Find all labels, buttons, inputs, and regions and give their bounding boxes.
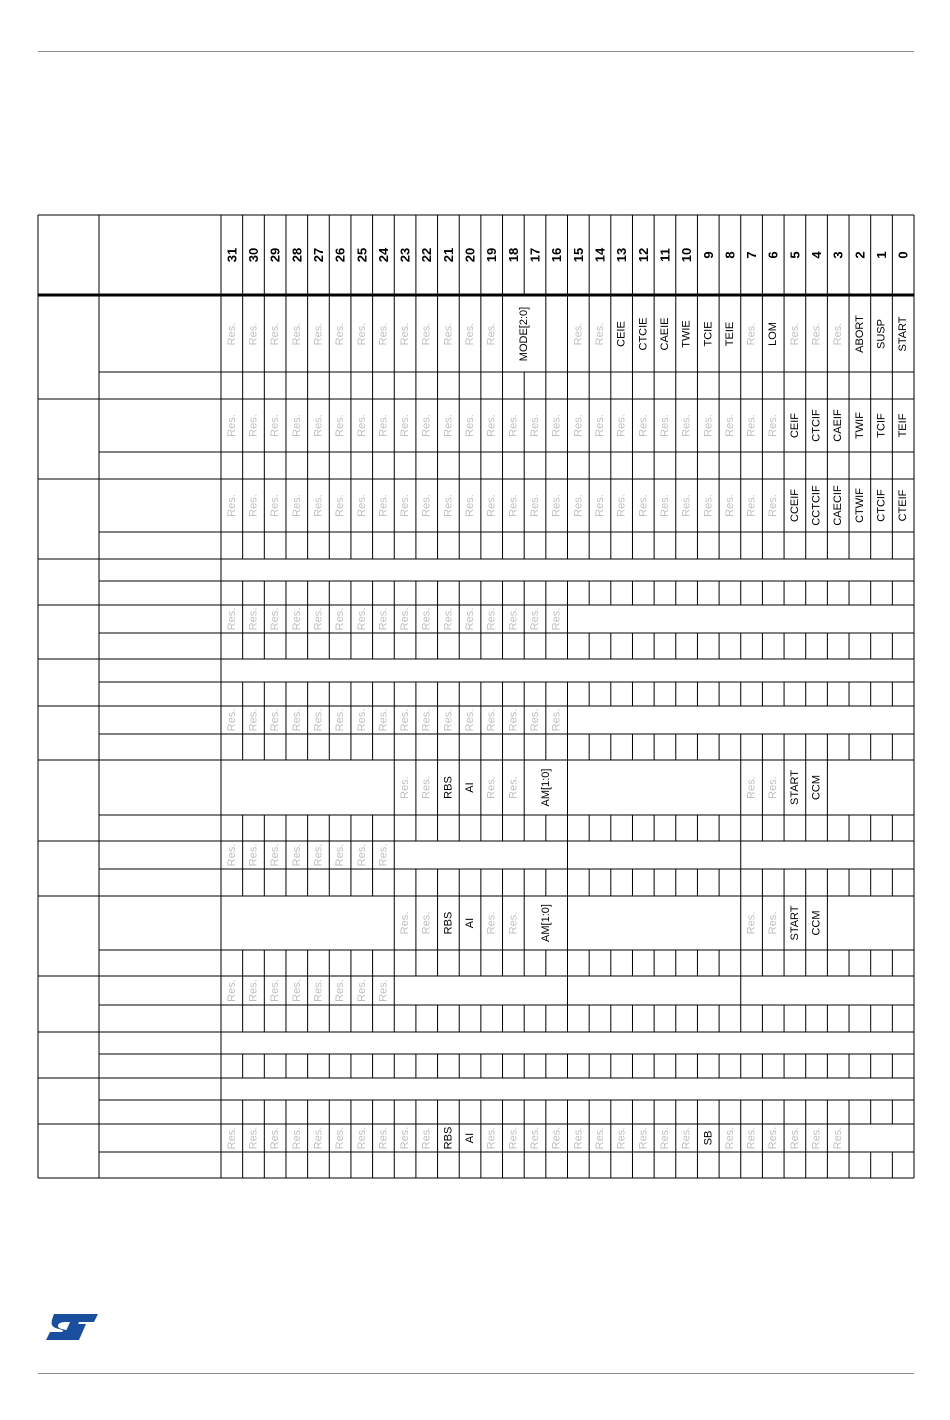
reserved-field: Res. bbox=[290, 1126, 303, 1150]
reserved-field: Res. bbox=[745, 414, 758, 437]
reserved-field: Res. bbox=[723, 1126, 736, 1150]
bit-number-20: 20 bbox=[462, 247, 478, 263]
reserved-field: Res. bbox=[485, 776, 498, 799]
reserved-field: Res. bbox=[334, 1126, 347, 1150]
field-caecif: CAECIF bbox=[832, 485, 845, 526]
reserved-field: Res. bbox=[334, 979, 347, 1002]
field-teif: TEIF bbox=[897, 413, 910, 438]
field-ai: AI bbox=[464, 917, 477, 929]
reserved-field: Res. bbox=[529, 494, 542, 517]
reserved-field: Res. bbox=[593, 322, 606, 346]
field-start: START bbox=[897, 316, 910, 352]
reserved-field: Res. bbox=[290, 607, 303, 631]
reserved-field: Res. bbox=[355, 979, 368, 1002]
bit-number-19: 19 bbox=[484, 247, 500, 263]
reserved-field: Res. bbox=[550, 494, 563, 517]
reserved-field: Res. bbox=[464, 414, 477, 437]
reserved-field: Res. bbox=[507, 1126, 520, 1150]
reserved-field: Res. bbox=[269, 1126, 282, 1150]
reserved-field: Res. bbox=[485, 607, 498, 631]
field-cceif: CCEIF bbox=[788, 489, 801, 522]
reserved-field: Res. bbox=[529, 1126, 542, 1150]
reserved-field: Res. bbox=[312, 414, 325, 437]
bit-number-3: 3 bbox=[830, 251, 846, 259]
reserved-field: Res. bbox=[507, 607, 520, 631]
bit-number-25: 25 bbox=[354, 247, 370, 263]
field-start: START bbox=[788, 905, 801, 941]
bit-number-17: 17 bbox=[527, 247, 543, 263]
reserved-field: Res. bbox=[355, 607, 368, 631]
reserved-field: Res. bbox=[680, 414, 693, 437]
bit-number-9: 9 bbox=[700, 251, 716, 259]
reserved-field: Res. bbox=[334, 708, 347, 732]
bit-number-26: 26 bbox=[332, 247, 348, 263]
reserved-field: Res. bbox=[334, 322, 347, 346]
reserved-field: Res. bbox=[247, 414, 260, 437]
reserved-field: Res. bbox=[247, 494, 260, 517]
reserved-field: Res. bbox=[312, 979, 325, 1002]
reserved-field: Res. bbox=[420, 911, 433, 935]
reserved-field: Res. bbox=[485, 911, 498, 935]
reserved-field: Res. bbox=[420, 414, 433, 437]
reserved-field: Res. bbox=[615, 414, 628, 437]
field-cteif: CTEIF bbox=[897, 489, 910, 522]
bit-number-14: 14 bbox=[592, 247, 608, 263]
reserved-field: Res. bbox=[290, 414, 303, 437]
reserved-field: Res. bbox=[464, 322, 477, 346]
reserved-field: Res. bbox=[832, 1126, 845, 1150]
reserved-field: Res. bbox=[745, 911, 758, 935]
reserved-field: Res. bbox=[550, 607, 563, 631]
reserved-field: Res. bbox=[637, 494, 650, 517]
reserved-field: Res. bbox=[464, 494, 477, 517]
reserved-field: Res. bbox=[269, 322, 282, 346]
reserved-field: Res. bbox=[355, 414, 368, 437]
bit-number-4: 4 bbox=[809, 251, 825, 259]
reserved-field: Res. bbox=[615, 494, 628, 517]
field-start: START bbox=[788, 769, 801, 806]
reserved-field: Res. bbox=[312, 607, 325, 631]
bit-number-10: 10 bbox=[679, 247, 695, 263]
reserved-field: Res. bbox=[290, 494, 303, 517]
reserved-field: Res. bbox=[377, 708, 390, 732]
reserved-field: Res. bbox=[355, 494, 368, 517]
st-logo bbox=[44, 1310, 100, 1344]
bit-number-31: 31 bbox=[224, 247, 240, 263]
reserved-field: Res. bbox=[225, 607, 238, 631]
reserved-field: Res. bbox=[745, 1126, 758, 1150]
field-lom: LOM bbox=[767, 322, 780, 346]
reserved-field: Res. bbox=[658, 414, 671, 437]
bit-number-28: 28 bbox=[289, 247, 305, 263]
reserved-field: Res. bbox=[420, 776, 433, 799]
reserved-field: Res. bbox=[399, 494, 412, 517]
field-ai: AI bbox=[464, 1132, 477, 1144]
reserved-field: Res. bbox=[355, 322, 368, 346]
bit-number-8: 8 bbox=[722, 251, 738, 259]
bit-number-11: 11 bbox=[657, 248, 673, 262]
reserved-field: Res. bbox=[420, 708, 433, 732]
reserved-field: Res. bbox=[637, 414, 650, 437]
reserved-field: Res. bbox=[572, 494, 585, 517]
field-teie: TEIE bbox=[723, 321, 736, 347]
reserved-field: Res. bbox=[442, 708, 455, 732]
reserved-field: Res. bbox=[723, 414, 736, 437]
bit-number-15: 15 bbox=[570, 247, 586, 263]
reserved-field: Res. bbox=[637, 1126, 650, 1150]
bit-number-24: 24 bbox=[375, 247, 391, 263]
reserved-field: Res. bbox=[593, 1126, 606, 1150]
reserved-field: Res. bbox=[572, 1126, 585, 1150]
reserved-field: Res. bbox=[810, 1126, 823, 1150]
reserved-field: Res. bbox=[225, 843, 238, 867]
bit-number-13: 13 bbox=[614, 247, 630, 263]
reserved-field: Res. bbox=[723, 494, 736, 517]
bit-number-27: 27 bbox=[310, 247, 326, 263]
field-ceif: CEIF bbox=[788, 412, 801, 439]
reserved-field: Res. bbox=[420, 607, 433, 631]
field-susp: SUSP bbox=[875, 319, 888, 349]
reserved-field: Res. bbox=[810, 322, 823, 346]
reserved-field: Res. bbox=[702, 494, 715, 517]
field-twif: TWIF bbox=[853, 412, 866, 439]
reserved-field: Res. bbox=[247, 607, 260, 631]
reserved-field: Res. bbox=[247, 1126, 260, 1150]
reserved-field: Res. bbox=[312, 322, 325, 346]
reserved-field: Res. bbox=[269, 843, 282, 867]
reserved-field: Res. bbox=[312, 843, 325, 867]
reserved-field: Res. bbox=[290, 708, 303, 732]
field-ceie: CEIE bbox=[615, 321, 628, 347]
reserved-field: Res. bbox=[550, 1126, 563, 1150]
reserved-field: Res. bbox=[572, 414, 585, 437]
reserved-field: Res. bbox=[290, 979, 303, 1002]
reserved-field: Res. bbox=[593, 494, 606, 517]
bit-number-21: 21 bbox=[440, 247, 456, 263]
reserved-field: Res. bbox=[572, 322, 585, 346]
reserved-field: Res. bbox=[464, 708, 477, 732]
reserved-field: Res. bbox=[377, 414, 390, 437]
reserved-field: Res. bbox=[377, 322, 390, 346]
field-caeif: CAEIF bbox=[832, 409, 845, 442]
field-am-1-0: AM[1:0] bbox=[539, 768, 552, 807]
reserved-field: Res. bbox=[225, 414, 238, 437]
bit-number-6: 6 bbox=[765, 251, 781, 259]
reserved-field: Res. bbox=[767, 1126, 780, 1150]
reserved-field: Res. bbox=[225, 494, 238, 517]
field-ctcif: CTCIF bbox=[810, 409, 823, 442]
reserved-field: Res. bbox=[680, 1126, 693, 1150]
bit-number-23: 23 bbox=[397, 247, 413, 263]
reserved-field: Res. bbox=[745, 322, 758, 346]
reserved-field: Res. bbox=[269, 979, 282, 1002]
reserved-field: Res. bbox=[745, 776, 758, 799]
reserved-field: Res. bbox=[225, 979, 238, 1002]
reserved-field: Res. bbox=[377, 843, 390, 867]
field-ccm: CCM bbox=[810, 910, 823, 936]
reserved-field: Res. bbox=[507, 776, 520, 799]
bit-number-5: 5 bbox=[787, 251, 803, 259]
reserved-field: Res. bbox=[312, 1126, 325, 1150]
reserved-field: Res. bbox=[507, 708, 520, 732]
bit-number-1: 1 bbox=[874, 251, 890, 259]
reserved-field: Res. bbox=[312, 708, 325, 732]
field-twie: TWIE bbox=[680, 320, 693, 348]
field-ai: AI bbox=[464, 782, 477, 793]
reserved-field: Res. bbox=[507, 911, 520, 935]
reserved-field: Res. bbox=[485, 708, 498, 732]
reserved-field: Res. bbox=[529, 708, 542, 732]
reserved-field: Res. bbox=[290, 843, 303, 867]
reserved-field: Res. bbox=[247, 322, 260, 346]
reserved-field: Res. bbox=[355, 1126, 368, 1150]
field-mode-2-0: MODE[2:0] bbox=[518, 306, 531, 362]
reserved-field: Res. bbox=[615, 1126, 628, 1150]
reserved-field: Res. bbox=[399, 414, 412, 437]
reserved-field: Res. bbox=[334, 494, 347, 517]
reserved-field: Res. bbox=[767, 414, 780, 437]
reserved-field: Res. bbox=[399, 1126, 412, 1150]
reserved-field: Res. bbox=[247, 708, 260, 732]
field-tcif: TCIF bbox=[875, 413, 888, 438]
reserved-field: Res. bbox=[485, 494, 498, 517]
reserved-field: Res. bbox=[767, 776, 780, 799]
reserved-field: Res. bbox=[290, 322, 303, 346]
reserved-field: Res. bbox=[420, 322, 433, 346]
field-tcie: TCIE bbox=[702, 321, 715, 347]
reserved-field: Res. bbox=[269, 607, 282, 631]
bit-number-29: 29 bbox=[267, 247, 283, 263]
bit-number-7: 7 bbox=[744, 251, 760, 259]
reserved-field: Res. bbox=[269, 708, 282, 732]
reserved-field: Res. bbox=[269, 494, 282, 517]
reserved-field: Res. bbox=[399, 607, 412, 631]
bit-number-2: 2 bbox=[852, 251, 868, 259]
field-ctcif: CTCIF bbox=[875, 489, 888, 522]
reserved-field: Res. bbox=[442, 322, 455, 346]
reserved-field: Res. bbox=[334, 607, 347, 631]
reserved-field: Res. bbox=[745, 494, 758, 517]
bit-number-22: 22 bbox=[419, 247, 435, 263]
bit-number-30: 30 bbox=[245, 247, 261, 263]
reserved-field: Res. bbox=[399, 708, 412, 732]
field-sb: SB bbox=[702, 1130, 715, 1146]
reserved-field: Res. bbox=[658, 1126, 671, 1150]
reserved-field: Res. bbox=[507, 494, 520, 517]
bit-number-12: 12 bbox=[635, 247, 651, 263]
bit-number-18: 18 bbox=[505, 247, 521, 263]
reserved-field: Res. bbox=[377, 979, 390, 1002]
reserved-field: Res. bbox=[399, 776, 412, 799]
reserved-field: Res. bbox=[225, 322, 238, 346]
field-am-1-0: AM[1:0] bbox=[539, 904, 552, 942]
reserved-field: Res. bbox=[420, 1126, 433, 1150]
reserved-field: Res. bbox=[399, 911, 412, 935]
reserved-field: Res. bbox=[355, 708, 368, 732]
reserved-field: Res. bbox=[702, 414, 715, 437]
field-ccm: CCM bbox=[810, 774, 823, 801]
reserved-field: Res. bbox=[658, 494, 671, 517]
reserved-field: Res. bbox=[767, 911, 780, 935]
reserved-field: Res. bbox=[377, 1126, 390, 1150]
reserved-field: Res. bbox=[442, 414, 455, 437]
reserved-field: Res. bbox=[442, 494, 455, 517]
reserved-field: Res. bbox=[593, 414, 606, 437]
reserved-field: Res. bbox=[485, 1126, 498, 1150]
reserved-field: Res. bbox=[355, 843, 368, 867]
reserved-field: Res. bbox=[550, 414, 563, 437]
reserved-field: Res. bbox=[377, 494, 390, 517]
field-ctcie: CTCIE bbox=[637, 317, 650, 351]
field-ctwif: CTWIF bbox=[853, 488, 866, 523]
reserved-field: Res. bbox=[788, 1126, 801, 1150]
reserved-field: Res. bbox=[485, 414, 498, 437]
reserved-field: Res. bbox=[247, 843, 260, 867]
reserved-field: Res. bbox=[312, 494, 325, 517]
bit-number-0: 0 bbox=[895, 251, 911, 259]
reserved-field: Res. bbox=[420, 494, 433, 517]
reserved-field: Res. bbox=[334, 843, 347, 867]
reserved-field: Res. bbox=[832, 322, 845, 346]
reserved-field: Res. bbox=[767, 494, 780, 517]
field-abort: ABORT bbox=[853, 315, 866, 353]
reserved-field: Res. bbox=[442, 607, 455, 631]
reserved-field: Res. bbox=[225, 708, 238, 732]
reserved-field: Res. bbox=[225, 1126, 238, 1150]
reserved-field: Res. bbox=[377, 607, 390, 631]
reserved-field: Res. bbox=[788, 322, 801, 346]
reserved-field: Res. bbox=[269, 414, 282, 437]
reserved-field: Res. bbox=[507, 414, 520, 437]
reserved-field: Res. bbox=[485, 322, 498, 346]
field-rbs: RBS bbox=[442, 911, 455, 935]
bit-number-16: 16 bbox=[549, 247, 565, 263]
field-rbs: RBS bbox=[442, 776, 455, 799]
reserved-field: Res. bbox=[529, 607, 542, 631]
field-caeie: CAEIE bbox=[658, 317, 671, 351]
field-rbs: RBS bbox=[442, 1126, 455, 1150]
reserved-field: Res. bbox=[399, 322, 412, 346]
reserved-field: Res. bbox=[464, 607, 477, 631]
field-cctcif: CCTCIF bbox=[810, 485, 823, 526]
reserved-field: Res. bbox=[247, 979, 260, 1002]
reserved-field: Res. bbox=[529, 414, 542, 437]
reserved-field: Res. bbox=[680, 494, 693, 517]
reserved-field: Res. bbox=[550, 708, 563, 732]
reserved-field: Res. bbox=[334, 414, 347, 437]
